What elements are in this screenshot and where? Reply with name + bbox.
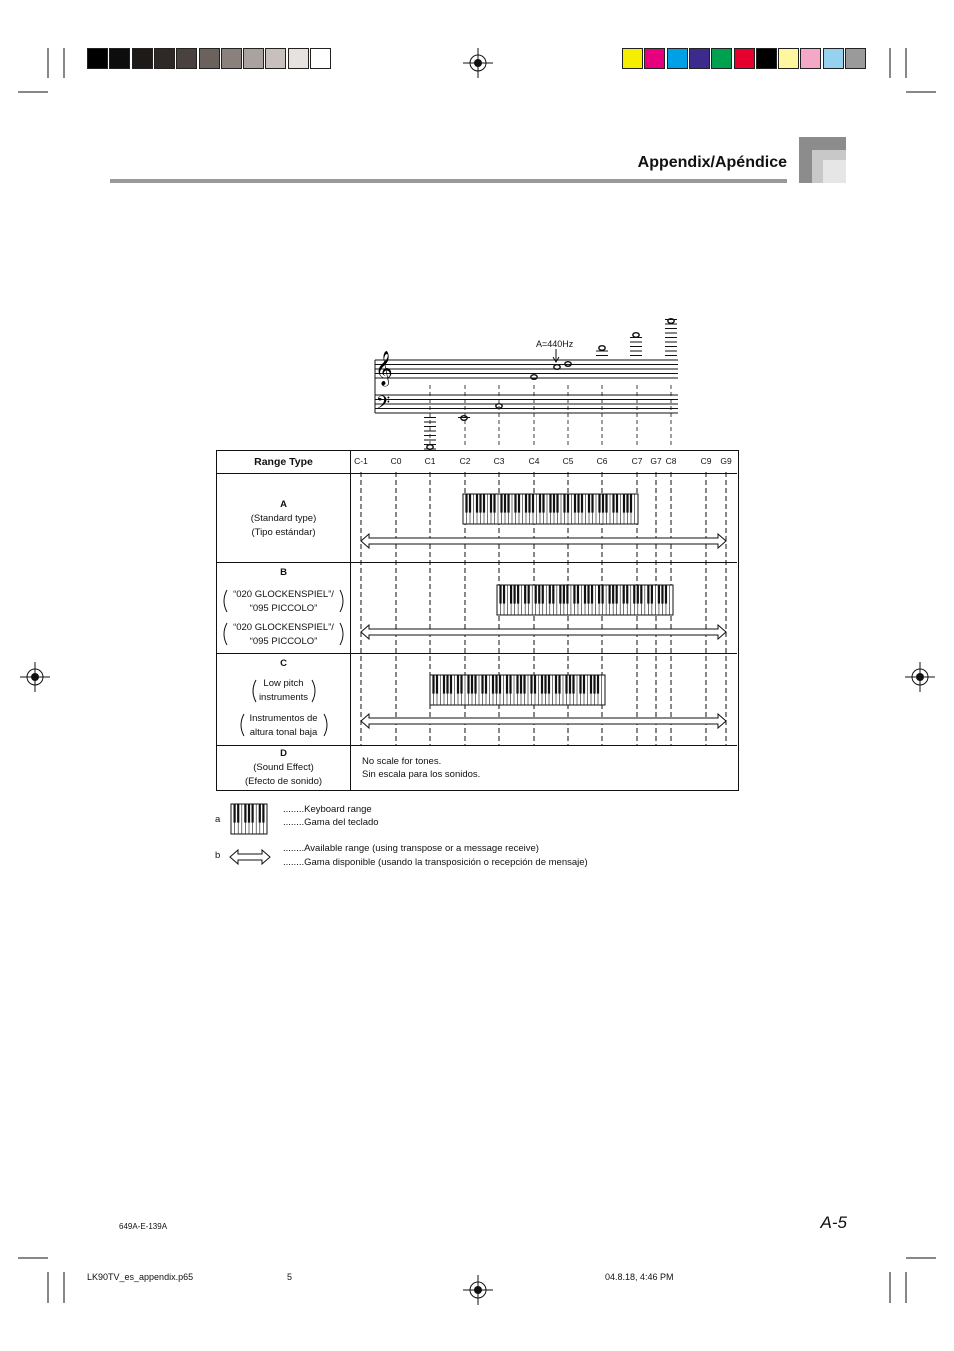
octave-label: C8 — [665, 456, 677, 466]
row-a-line2: (Tipo estándar) — [251, 527, 316, 538]
legend-b-line1: ........Available range (using transpose or a message receive) — [283, 843, 539, 854]
keyboard-range-a — [463, 494, 638, 524]
row-d-letter: D — [280, 748, 287, 759]
bracket-marks — [216, 580, 356, 745]
legend-keyboard-icon — [231, 804, 267, 834]
row-a-line1: (Standard type) — [250, 513, 317, 524]
octave-label: G9 — [720, 456, 732, 466]
row-c-line2a: Instrumentos de — [249, 713, 318, 724]
row-d-line2: (Efecto de sonido) — [244, 776, 323, 787]
row-b-line2b: “095 PICCOLO” — [249, 636, 318, 647]
treble-clef-icon: 𝄞 — [375, 351, 393, 386]
footer-timestamp: 04.8.18, 4:46 PM — [605, 1272, 674, 1282]
octave-label: C2 — [459, 456, 471, 466]
keyboard-range-c — [430, 675, 605, 705]
row-b-line2a: “020 GLOCKENSPIEL”/ — [233, 622, 334, 633]
footer-code: 649A-E-139A — [119, 1222, 168, 1231]
legend-arrow-icon — [230, 850, 270, 864]
octave-label: C0 — [390, 456, 402, 466]
row-c-letter: C — [280, 658, 287, 669]
row-d-note2: Sin escala para los sonidos. — [362, 769, 481, 780]
legend-a-line2: ........Gama del teclado — [283, 817, 379, 828]
legend-b-line2: ........Gama disponible (usando la transposición o recepción de mensaje) — [283, 857, 588, 868]
a440-label: A=440Hz — [536, 339, 574, 349]
legend-a-label: a — [215, 814, 221, 825]
row-b-line1a: “020 GLOCKENSPIEL”/ — [233, 589, 334, 600]
octave-label: C4 — [528, 456, 540, 466]
bass-clef-icon: 𝄢 — [376, 393, 391, 418]
row-a-letter: A — [280, 499, 287, 510]
row-d-line1: (Sound Effect) — [253, 762, 314, 773]
legend-b-label: b — [215, 850, 221, 861]
octave-label: C7 — [631, 456, 643, 466]
legend-a-line1: ........Keyboard range — [283, 804, 372, 815]
range-type-header: Range Type — [254, 456, 313, 468]
page-number: A-5 — [820, 1213, 847, 1232]
footer-sheet: 5 — [287, 1272, 293, 1282]
octave-label: C1 — [424, 456, 436, 466]
keyboard-range-b — [497, 585, 673, 615]
octave-label: C5 — [562, 456, 574, 466]
page-title: Appendix/Apéndice — [637, 154, 787, 171]
octave-label: G7 — [650, 456, 662, 466]
octave-label: C3 — [493, 456, 505, 466]
row-c-line1b: instruments — [258, 692, 309, 703]
row-b-line1b: “095 PICCOLO” — [249, 603, 318, 614]
row-d-note1: No scale for tones. — [362, 756, 442, 767]
octave-label: C6 — [596, 456, 608, 466]
footer-filename: LK90TV_es_appendix.p65 — [87, 1272, 194, 1282]
octave-label: C9 — [700, 456, 712, 466]
row-c-line1a: Low pitch — [263, 678, 304, 689]
row-c-line2b: altura tonal baja — [249, 727, 318, 738]
row-b-letter: B — [280, 567, 287, 578]
octave-label: C-1 — [354, 456, 368, 466]
